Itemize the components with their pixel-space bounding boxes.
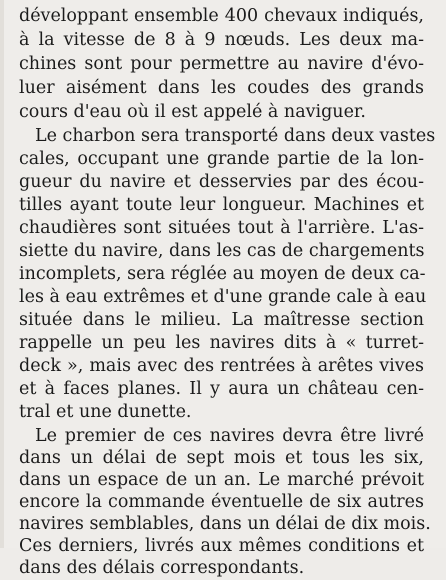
text-line: située dans le milieu. La maîtresse section: [19, 310, 424, 330]
text-line: les à eau extrêmes et d'une grande cale à eau: [19, 287, 427, 307]
text-line: chaudières sont situées tout à l'arrière. L'as-: [19, 218, 424, 238]
text-line: rappelle un peu les navires dits à « turret-: [19, 333, 424, 353]
text-line: incomplets, sera réglée au moyen de deux ca-: [19, 264, 426, 284]
text-line: Le charbon sera transporté dans deux vastes: [35, 126, 436, 146]
text-line: Ces derniers, livrés aux mêmes conditions et: [19, 536, 424, 556]
text-line: à la vitesse de 8 à 9 nœuds. Les deux ma-: [19, 30, 424, 50]
text-line: tilles ayant toute leur longueur. Machines et: [19, 195, 424, 215]
text-line: deck », mais avec des rentrées à arêtes vives: [19, 356, 424, 376]
text-line: chines sont pour permettre au navire d'évo-: [19, 54, 424, 74]
text-line: dans des délais correspondants.: [19, 558, 305, 578]
page-edge: [0, 0, 4, 548]
text-line: développant ensemble 400 chevaux indiqués,: [19, 6, 424, 26]
text-line: cours d'eau où il est appelé à naviguer.: [19, 102, 366, 122]
text-line: dans un délai de sept mois et tous les six,: [19, 448, 424, 468]
cut-off-line: [16, 539, 405, 548]
text-line: dans un espace de un an. Le marché prévoit: [19, 470, 424, 490]
text-line: luer aisément dans les coudes des grands: [19, 78, 424, 98]
text-line: et à faces planes. Il y aura un château cen-: [19, 379, 424, 399]
text-line: encore la commande éventuelle de six autres: [19, 492, 424, 512]
text-line: cales, occupant une grande partie de la lon-: [19, 149, 424, 169]
text-line: tral et une dunette.: [19, 402, 192, 422]
text-line: navires semblables, dans un délai de dix mois.: [19, 514, 431, 534]
text-line: gueur du navire et desservies par des écou-: [19, 172, 424, 192]
text-line: Le premier de ces navires devra être livré: [35, 426, 424, 446]
text-line: siette du navire, dans les cas de chargements: [19, 241, 425, 261]
